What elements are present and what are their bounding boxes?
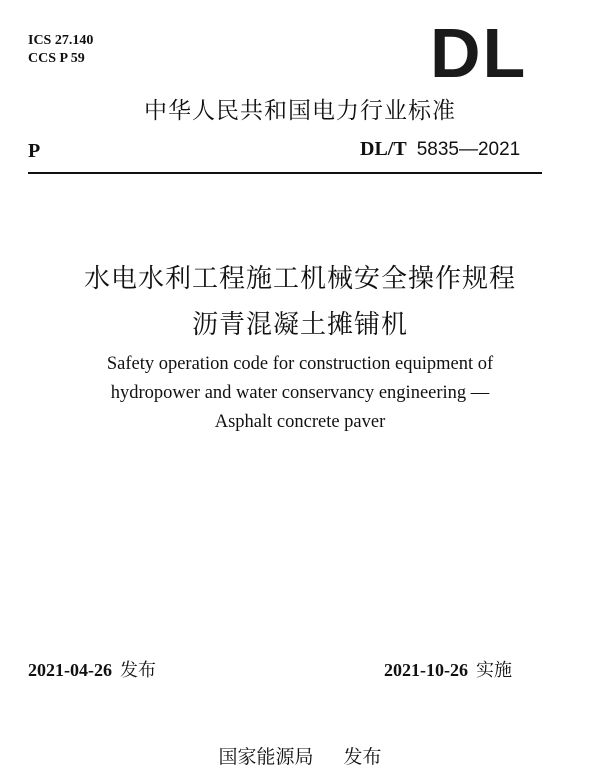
classification-code: P [28,140,41,162]
issuer-action: 发布 [343,746,382,768]
standard-code: 5835—2021 [416,139,521,160]
industry-standard-heading: 中华人民共和国电力行业标准 [144,98,456,124]
issuer-name: 国家能源局 [218,746,314,768]
ics-code: ICS 27.140 [28,33,94,48]
ics-ccs-codes [28,32,93,68]
issue-date-block [28,656,156,682]
title-en-line-2: hydropower and water conservancy engineering — [110,383,490,403]
effective-date-block [384,656,512,682]
standard-prefix: DL/T [360,138,407,160]
issuer [0,742,600,769]
title-cn-sub: 沥青混凝土摊铺机 [191,310,408,340]
effective-date: 2021-10-26 [384,660,468,680]
issue-label: 发布 [120,660,156,681]
title-en-line-1: Safety operation code for construction equipment of [106,354,494,374]
header-divider [28,172,542,174]
dl-logo: DL [430,14,528,92]
title-en-line-3: Asphalt concrete paver [214,412,386,432]
issue-date: 2021-04-26 [28,660,112,680]
standard-number [360,138,520,161]
effective-label: 实施 [476,660,512,681]
ccs-code: CCS P 59 [28,51,85,66]
title-cn-main: 水电水利工程施工机械安全操作规程 [83,264,516,294]
